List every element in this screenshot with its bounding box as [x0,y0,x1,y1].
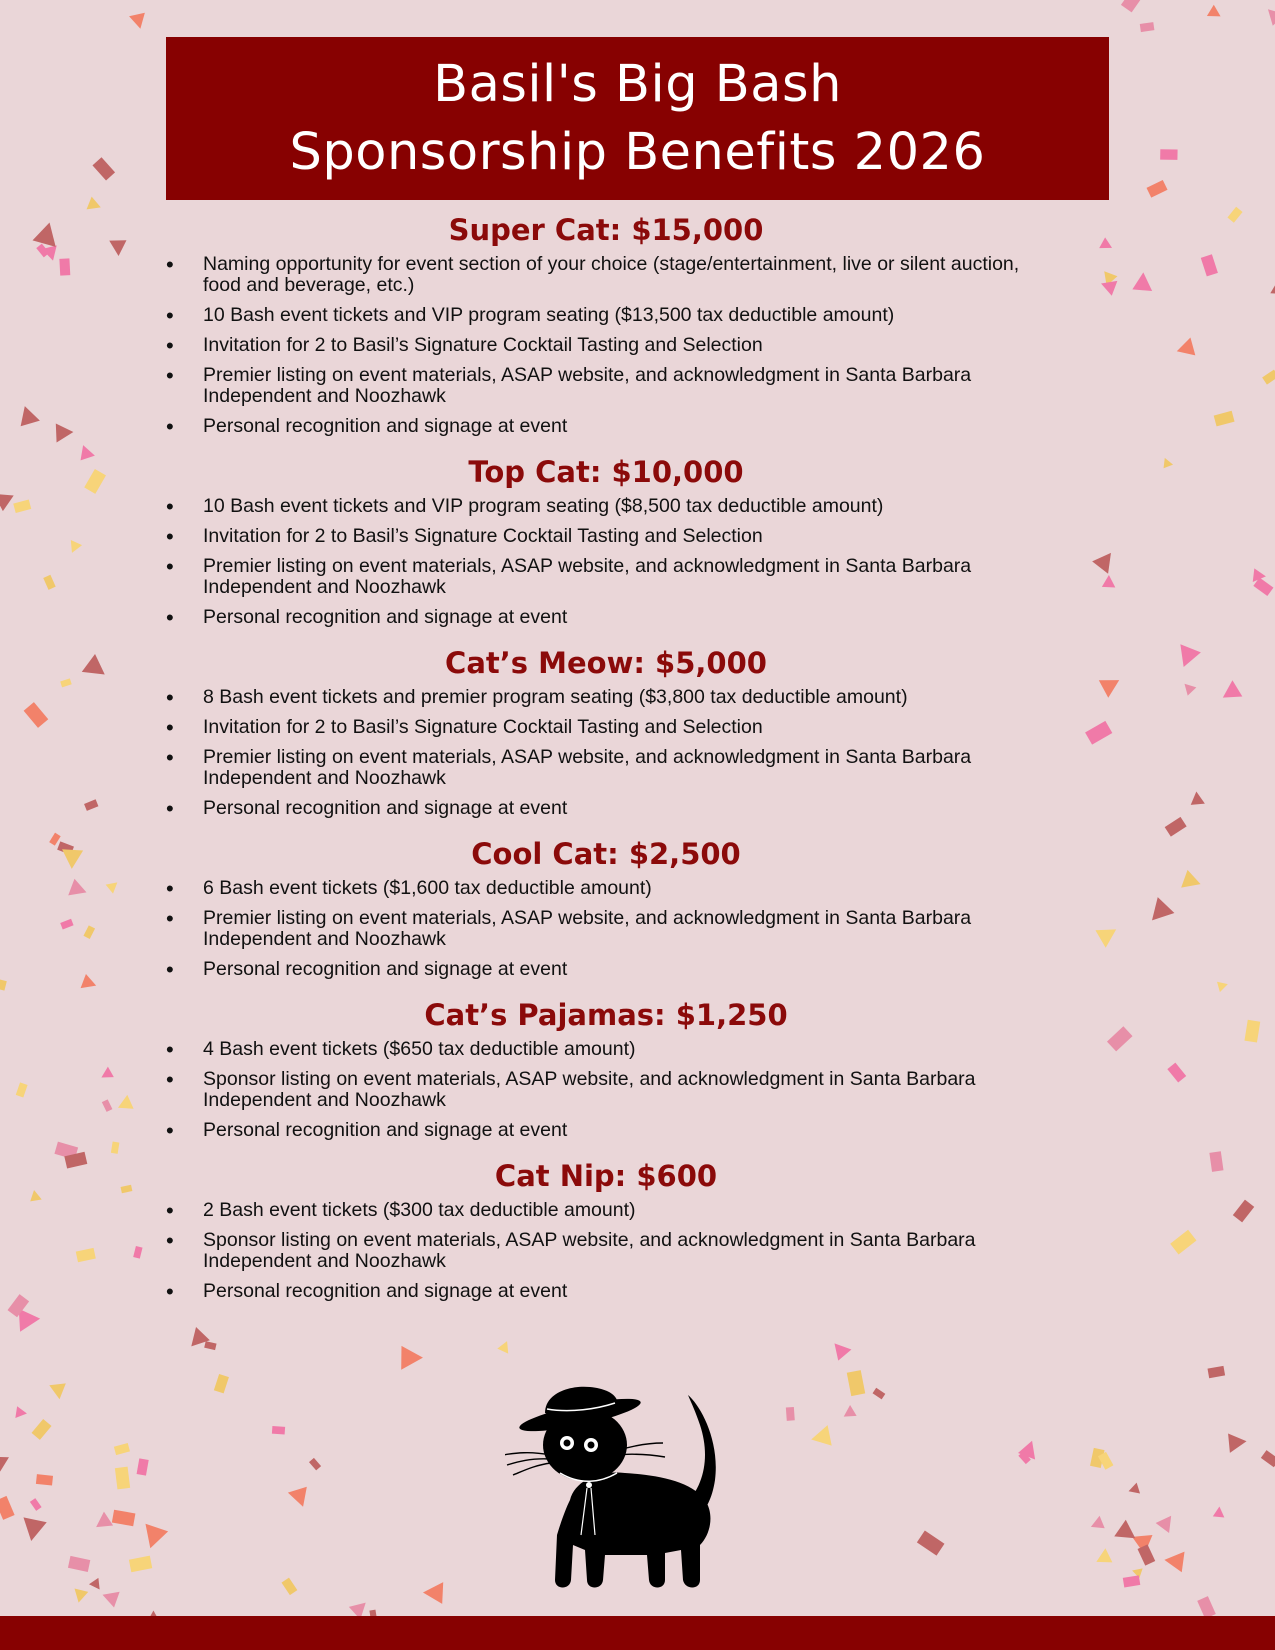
confetti-piece [1097,237,1114,254]
confetti-piece [786,1407,795,1421]
benefit-item: • Invitation for 2 to Basil’s Signature Cocktail Tasting and Selection [166,526,1046,547]
confetti-piece [53,424,74,445]
confetti-piece [1227,207,1242,223]
confetti-piece [84,197,103,216]
confetti-piece [106,879,121,894]
confetti-piece [65,538,82,555]
benefit-item: • Personal recognition and signage at event [166,1281,1046,1302]
confetti-piece [30,1190,42,1202]
benefit-list [166,1039,1046,1141]
confetti-piece [421,1578,447,1604]
tier-heading: Super Cat: $15,000 [448,213,764,247]
confetti-piece [115,1467,130,1490]
confetti-piece [112,1510,136,1527]
tier-section [166,834,1046,980]
confetti-piece [79,444,96,461]
page-title-line-2: Sponsorship Benefits 2026 [289,122,986,182]
confetti-piece [272,1426,285,1435]
benefit-item: • 6 Bash event tickets ($1,600 tax deductible amount) [166,878,1046,899]
confetti-piece [88,1578,103,1593]
confetti-piece [0,977,7,990]
confetti-piece [100,1585,122,1607]
benefit-item: • Personal recognition and signage at event [166,959,1046,980]
confetti-piece [36,1474,53,1485]
confetti-piece [68,1556,90,1572]
confetti-piece [287,1487,308,1508]
benefit-item: • Sponsor listing on event materials, ASAP website, and acknowledgment in Santa Barbara Independent and Noozhawk [166,1069,1046,1111]
confetti-piece [841,1404,857,1420]
confetti-piece [59,258,70,275]
benefit-item: • 10 Bash event tickets and VIP program seating ($13,500 tax deductible amount) [166,305,1046,326]
confetti-piece [65,879,89,903]
confetti-piece [1264,3,1275,26]
confetti-piece [92,157,115,180]
confetti-piece [1213,1506,1227,1520]
confetti-piece [1107,1026,1133,1051]
benefit-item: • Premier listing on event materials, ASAP website, and acknowledgment in Santa Barbara Independent and Noozhawk [166,908,1046,950]
tier-heading: Cat’s Pajamas: $1,250 [424,998,788,1032]
tier-section [166,995,1046,1141]
confetti-piece [847,1370,865,1396]
confetti-piece [1205,5,1223,23]
benefit-item: • Sponsor listing on event materials, ASAP website, and acknowledgment in Santa Barbara Independent and Noozhawk [166,1230,1046,1272]
benefit-item: • Premier listing on event materials, ASAP website, and acknowledgment in Santa Barbara Independent and Noozhawk [166,747,1046,789]
confetti-piece [1099,675,1123,699]
confetti-piece [1156,1512,1179,1535]
confetti-piece [76,1248,96,1262]
confetti-piece [33,219,65,251]
confetti-piece [811,1425,832,1446]
confetti-piece [1171,641,1201,671]
confetti-piece [1162,457,1174,469]
confetti-piece [1201,254,1218,276]
confetti-piece [1143,895,1174,926]
confetti-piece [282,1578,298,1595]
confetti-piece [1182,679,1198,695]
benefit-item: • Naming opportunity for event section of your choice (stage/entertainment, live or silent auction, food and beverage, etc.) [166,254,1046,296]
confetti-piece [102,1099,113,1112]
confetti-piece [36,244,49,258]
black-cat-in-hat-icon [505,1385,755,1590]
confetti-piece [1218,679,1242,703]
confetti-piece [13,1406,28,1421]
confetti-piece [1092,548,1120,576]
confetti-piece [79,654,110,685]
confetti-piece [1270,282,1275,296]
confetti-piece [84,469,106,494]
confetti-piece [24,702,49,728]
benefit-item: • Invitation for 2 to Basil’s Signature Cocktail Tasting and Selection [166,717,1046,738]
confetti-piece [1162,1546,1188,1572]
confetti-piece [133,1246,142,1259]
confetti-piece [1111,1520,1139,1548]
benefit-list [166,1200,1046,1302]
confetti-piece [60,678,71,687]
confetti-piece [111,1142,120,1154]
benefit-list [166,687,1046,819]
confetti-piece [60,919,73,930]
confetti-piece [1170,1230,1196,1255]
confetti-piece [78,974,98,994]
confetti-piece [129,1556,152,1573]
benefit-item: • Premier listing on event materials, ASAP website, and acknowledgment in Santa Barbara Independent and Noozhawk [166,556,1046,598]
confetti-piece [1128,1482,1140,1494]
page-title-line-1: Basil's Big Bash [433,54,842,114]
confetti-piece [136,1520,168,1552]
confetti-piece [49,833,61,846]
confetti-piece [214,1374,229,1393]
confetti-piece [1262,370,1275,385]
benefit-item: • 2 Bash event tickets ($300 tax deductible amount) [166,1200,1046,1221]
confetti-piece [1209,1151,1223,1172]
confetti-piece [1214,411,1235,427]
confetti-piece [309,1458,321,1471]
confetti-piece [83,925,95,939]
confetti-piece [19,405,40,426]
benefit-item: • 4 Bash event tickets ($650 tax deductible amount) [166,1039,1046,1060]
confetti-piece [0,1496,15,1520]
confetti-piece [92,1510,113,1531]
confetti-piece [1178,870,1203,895]
confetti-piece [99,1066,114,1081]
confetti-piece [0,1448,11,1471]
confetti-piece [1176,337,1195,356]
confetti-piece [13,500,31,513]
title-banner [166,37,1109,200]
confetti-piece [129,13,145,29]
confetti-piece [1233,1200,1254,1223]
benefit-item: • Premier listing on event materials, ASAP website, and acknowledgment in Santa Barbara Independent and Noozhawk [166,365,1046,407]
confetti-piece [1167,1063,1186,1083]
tier-heading: Top Cat: $10,000 [468,455,744,489]
tier-section [166,210,1046,437]
confetti-piece [0,485,16,511]
confetti-piece [1226,1433,1247,1454]
footer-bar [0,1616,1275,1650]
confetti-piece [1191,791,1206,806]
benefit-item: • Personal recognition and signage at event [166,1120,1046,1141]
confetti-piece [1094,1548,1113,1567]
confetti-piece [32,1419,52,1440]
benefit-item: • Personal recognition and signage at event [166,607,1046,628]
confetti-piece [497,1339,513,1355]
benefit-item: • Personal recognition and signage at event [166,416,1046,437]
tier-section [166,643,1046,819]
benefit-item: • Personal recognition and signage at event [166,798,1046,819]
confetti-piece [917,1531,945,1556]
benefit-list [166,254,1046,437]
confetti-piece [830,1338,853,1361]
confetti-piece [43,575,55,590]
confetti-piece [1208,1366,1226,1378]
confetti-piece [30,1498,42,1511]
confetti-piece [1102,574,1118,590]
confetti-piece [873,1388,886,1400]
confetti-piece [48,1382,66,1400]
benefit-item: • 8 Bash event tickets and premier program seating ($3,800 tax deductible amount) [166,687,1046,708]
benefit-item: • Invitation for 2 to Basil’s Signature Cocktail Tasting and Selection [166,335,1046,356]
confetti-piece [1146,180,1167,198]
confetti-piece [397,1346,425,1374]
confetti-piece [1140,22,1155,32]
benefit-list [166,878,1046,980]
confetti-piece [1089,1515,1105,1531]
confetti-piece [1121,0,1144,12]
tier-heading: Cat’s Meow: $5,000 [445,646,767,680]
confetti-piece [1165,817,1187,837]
confetti-piece [116,1094,134,1112]
confetti-piece [1244,1020,1260,1043]
benefit-list [166,496,1046,628]
benefit-item: • 10 Bash event tickets and VIP program seating ($8,500 tax deductible amount) [166,496,1046,517]
confetti-piece [107,237,127,257]
confetti-piece [1123,1575,1141,1587]
confetti-piece [114,1443,130,1455]
confetti-piece [1261,1450,1275,1467]
confetti-piece [204,1341,216,1350]
tier-section [166,1156,1046,1302]
confetti-piece [1132,271,1156,295]
confetti-piece [84,799,98,811]
confetti-piece [137,1458,149,1475]
tier-heading: Cat Nip: $600 [494,1159,718,1193]
confetti-piece [1085,721,1112,745]
confetti-piece [121,1185,133,1194]
confetti-piece [1160,149,1177,160]
confetti-piece [16,1082,28,1097]
confetti-piece [1095,924,1120,949]
confetti-piece [70,1586,88,1604]
tier-heading: Cool Cat: $2,500 [471,837,741,871]
tier-section [166,452,1046,628]
sponsorship-tiers [166,210,1046,1317]
confetti-piece [1217,981,1228,992]
confetti-piece [16,1513,47,1544]
